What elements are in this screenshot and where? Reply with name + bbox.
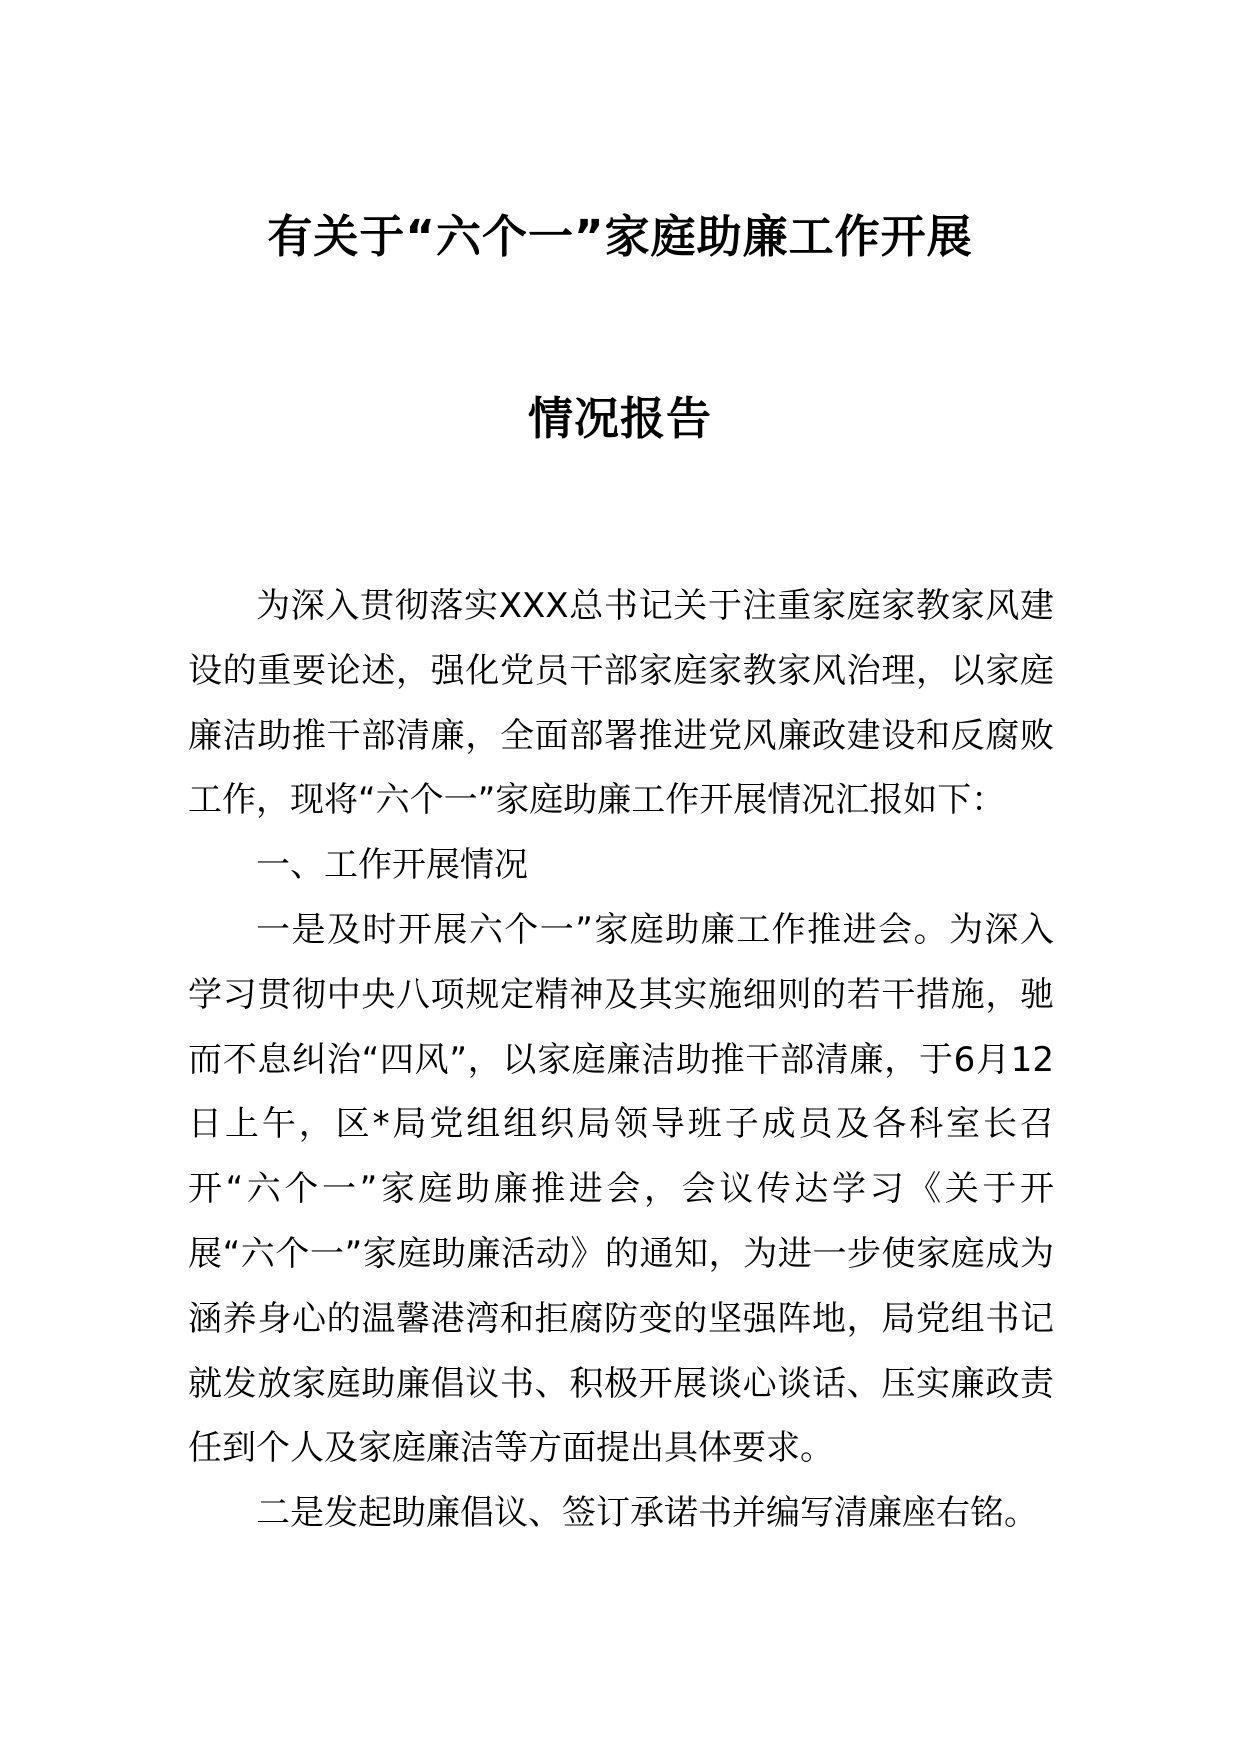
section-heading: 一、工作开展情况 bbox=[256, 845, 528, 886]
document-title-line-1: 有关于“六个一”家庭助廉工作开展 bbox=[267, 210, 973, 263]
body-paragraph: 一是及时开展六个一”家庭助廉工作推进会。为深入学习贯彻中央八项规定精神及其实施细则的若干措施，驰而不息纠治“四风”，以家庭廉洁助推干部清廉，于6月12日上午，区*局党组组织局领导班子成员及各科室长召开“六个一”家庭助廉推进会，会议传达学习《关于开展“六个一”家庭助廉活动》的通知，为进一步使家庭成为涵养身心的温馨港湾和拒腐防变的坚强阵地，局党组书记就发放家庭助廉倡议书、积极开展谈心谈话、压实廉政责任到个人及家庭廉洁等方面提出具体要求。 bbox=[188, 909, 1054, 1469]
intro-paragraph: 为深入贯彻落实XXX总书记关于注重家庭家教家风建设的重要论述，强化党员干部家庭家教家风治理，以家庭廉洁助推干部清廉，全面部署推进党风廉政建设和反腐败工作，现将“六个一”家庭助廉工作开展情况汇报如下： bbox=[188, 586, 1054, 821]
body-paragraph: 二是发起助廉倡议、签订承诺书并编写清廉座右铭。 bbox=[256, 1493, 1038, 1534]
document-title-line-2: 情况报告 bbox=[527, 392, 712, 445]
document-body bbox=[188, 574, 1054, 1546]
